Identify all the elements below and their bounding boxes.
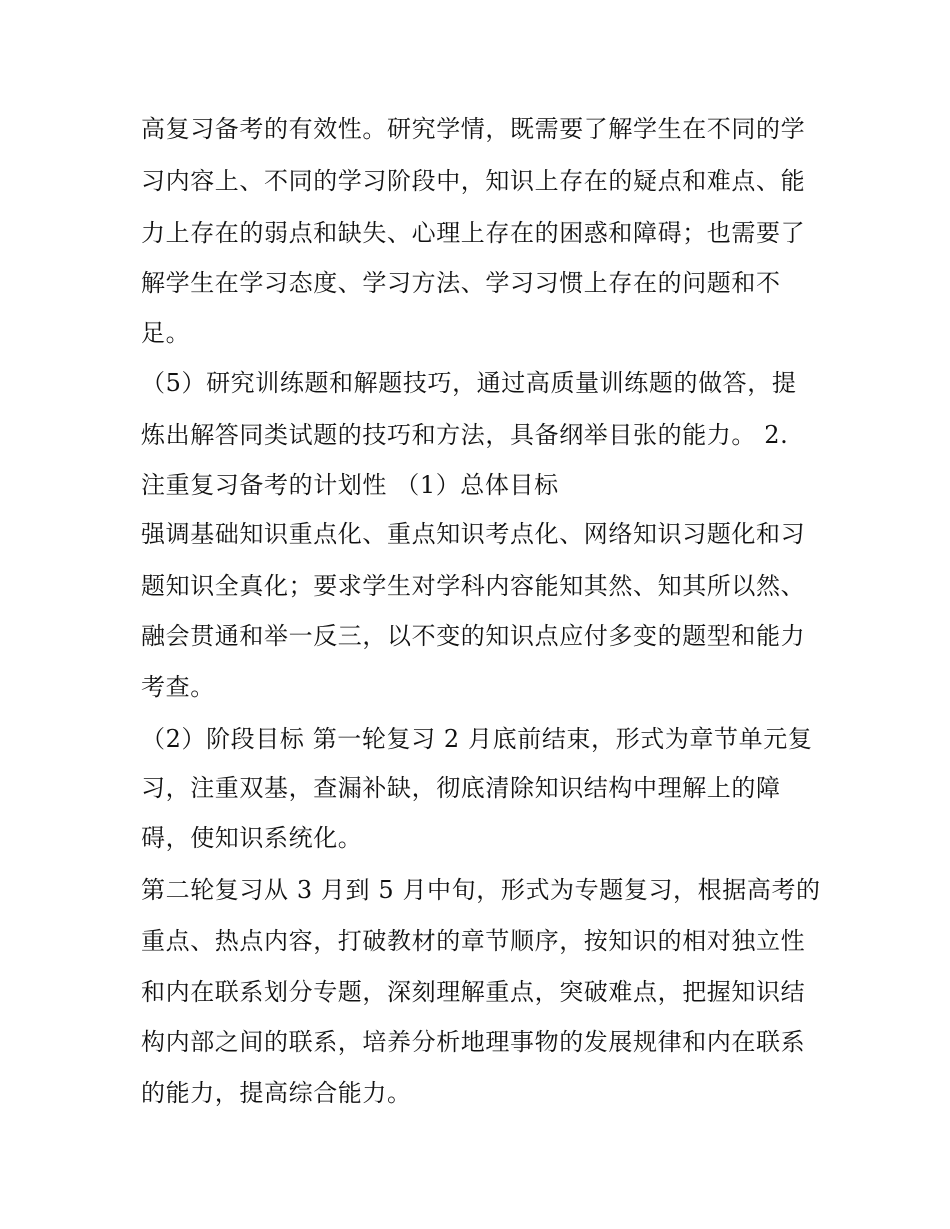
text-line-16: 第二轮复习从 3 月到 5 月中旬，形式为专题复习，根据高考的	[141, 876, 821, 904]
text-line-3: 力上存在的弱点和缺失、心理上存在的困惑和障碍；也需要了	[141, 219, 806, 247]
text-line-13: （2）阶段目标 第一轮复习 2 月底前结束，形式为章节单元复	[141, 725, 813, 753]
text-line-5: 足。	[141, 319, 191, 347]
text-line-12: 考查。	[141, 673, 215, 701]
text-line-8: 注重复习备考的计划性 （1）总体目标	[141, 471, 559, 499]
text-line-19: 构内部之间的联系，培养分析地理事物的发展规律和内在联系	[141, 1028, 806, 1056]
text-line-4: 解学生在学习态度、学习方法、学习习惯上存在的问题和不	[141, 269, 781, 297]
text-line-17: 重点、热点内容，打破教材的章节顺序，按知识的相对独立性	[141, 927, 806, 955]
text-line-15: 碍，使知识系统化。	[141, 824, 363, 852]
text-line-1: 高复习备考的有效性。研究学情，既需要了解学生在不同的学	[141, 115, 806, 143]
text-line-9: 强调基础知识重点化、重点知识考点化、网络知识习题化和习	[141, 520, 806, 548]
text-line-18: 和内在联系划分专题，深刻理解重点，突破难点，把握知识结	[141, 978, 806, 1006]
text-line-7: 炼出解答同类试题的技巧和方法，具备纲举目张的能力。 2.	[141, 421, 789, 449]
text-line-20: 的能力，提高综合能力。	[141, 1079, 412, 1107]
text-line-6: （5）研究训练题和解题技巧，通过高质量训练题的做答，提	[141, 369, 797, 397]
text-line-14: 习，注重双基，查漏补缺，彻底清除知识结构中理解上的障	[141, 774, 781, 802]
text-line-10: 题知识全真化；要求学生对学科内容能知其然、知其所以然、	[141, 572, 806, 600]
text-line-2: 习内容上、不同的学习阶段中，知识上存在的疑点和难点、能	[141, 167, 806, 195]
text-line-11: 融会贯通和举一反三，以不变的知识点应付多变的题型和能力	[141, 622, 806, 650]
